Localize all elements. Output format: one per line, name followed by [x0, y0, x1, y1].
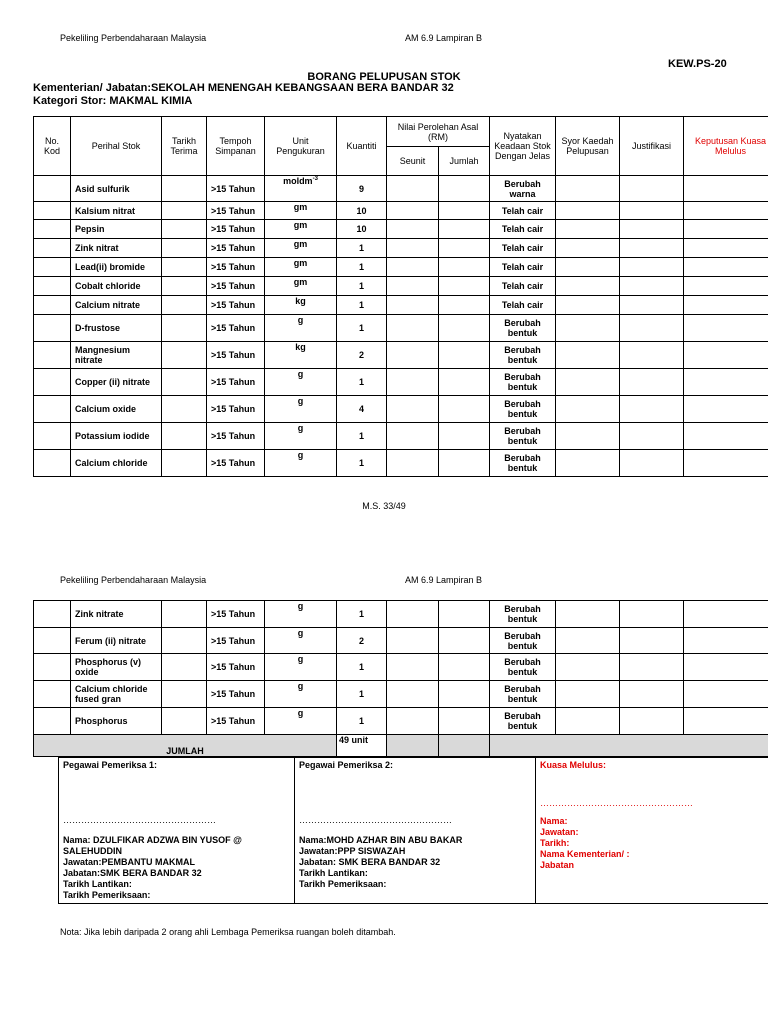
row-code	[34, 202, 71, 220]
col-seunit: Seunit	[387, 147, 439, 176]
row-quantity: 2	[337, 628, 387, 654]
authority-department: Jabatan	[540, 860, 575, 870]
row-code	[34, 628, 71, 654]
row-unit-price	[387, 654, 439, 681]
table-row	[34, 202, 768, 220]
row-condition: Telah cair	[490, 220, 556, 239]
row-condition: Berubah bentuk	[490, 315, 556, 342]
row-decision	[684, 315, 768, 342]
row-quantity: 1	[337, 681, 387, 708]
row-item: Lead(ii) bromide	[71, 258, 162, 277]
row-received-date	[162, 202, 207, 220]
row-condition: Berubah bentuk	[490, 708, 556, 735]
row-code	[34, 654, 71, 681]
row-disposal-method	[556, 654, 620, 681]
authority-position: Jawatan:	[540, 827, 579, 837]
row-code	[34, 296, 71, 315]
row-quantity: 1	[337, 708, 387, 735]
row-total-price	[439, 239, 490, 258]
row-condition: Berubah bentuk	[490, 654, 556, 681]
row-received-date	[162, 258, 207, 277]
row-unit-price	[387, 628, 439, 654]
row-unit-price	[387, 202, 439, 220]
row-total-price	[439, 220, 490, 239]
row-tempoh: >15 Tahun	[207, 396, 265, 423]
row-tempoh: >15 Tahun	[207, 220, 265, 239]
examiner-1-position: Jawatan:PEMBANTU MAKMAL	[63, 857, 196, 867]
row-disposal-method	[556, 176, 620, 202]
unit-superscript: -3	[312, 176, 318, 182]
row-code	[34, 258, 71, 277]
row-unit-price	[387, 450, 439, 477]
row-disposal-method	[556, 342, 620, 369]
row-justification	[620, 277, 684, 296]
table-row	[34, 296, 768, 315]
row-code	[34, 239, 71, 258]
row-condition: Berubah bentuk	[490, 369, 556, 396]
row-unit-price	[387, 681, 439, 708]
table-row	[34, 239, 768, 258]
row-unit-price	[387, 369, 439, 396]
row-justification	[620, 450, 684, 477]
row-unit: kg	[265, 296, 337, 315]
page1-header-mid: AM 6.9 Lampiran B	[405, 33, 483, 43]
row-decision	[684, 342, 768, 369]
row-unit: gm	[265, 277, 337, 296]
form-code: KEW.PS-20	[668, 58, 727, 70]
row-justification	[620, 708, 684, 735]
table-row	[34, 220, 768, 239]
row-total-price	[439, 601, 490, 628]
row-unit: g	[265, 601, 337, 628]
ministry-line: Kementerian/ Jabatan:SEKOLAH MENENGAH KEBANGSAAN BERA BANDAR 32	[33, 82, 454, 94]
row-condition: Berubah bentuk	[490, 396, 556, 423]
row-item: Pepsin	[71, 220, 162, 239]
row-tempoh: >15 Tahun	[207, 681, 265, 708]
row-received-date	[162, 396, 207, 423]
row-item: Mangnesium nitrate	[71, 342, 162, 369]
examiner-1-inspection-date: Tarikh Pemeriksaan:	[63, 890, 151, 900]
signature-block	[58, 757, 768, 904]
row-justification	[620, 176, 684, 202]
row-decision	[684, 396, 768, 423]
row-condition: Berubah bentuk	[490, 601, 556, 628]
table-row	[34, 396, 768, 423]
row-quantity: 1	[337, 601, 387, 628]
table-row	[34, 277, 768, 296]
row-unit: g	[265, 628, 337, 654]
row-unit-price	[387, 601, 439, 628]
row-received-date	[162, 342, 207, 369]
row-code	[34, 450, 71, 477]
row-received-date	[162, 654, 207, 681]
page-number: M.S. 33/49	[362, 501, 406, 511]
row-quantity: 4	[337, 396, 387, 423]
row-item: D-frustose	[71, 315, 162, 342]
row-disposal-method	[556, 239, 620, 258]
row-quantity: 1	[337, 296, 387, 315]
authority-date: Tarikh:	[540, 838, 570, 848]
row-condition: Telah cair	[490, 277, 556, 296]
row-total-price	[439, 202, 490, 220]
row-total-price	[439, 654, 490, 681]
row-disposal-method	[556, 601, 620, 628]
row-quantity: 1	[337, 315, 387, 342]
row-condition: Berubah bentuk	[490, 342, 556, 369]
row-decision	[684, 220, 768, 239]
examiner-2-position: Jawatan:PPP SISWAZAH	[299, 846, 406, 856]
table-row	[34, 628, 768, 654]
row-code	[34, 369, 71, 396]
row-total-price	[439, 369, 490, 396]
row-unit-price	[387, 220, 439, 239]
row-unit-price	[387, 176, 439, 202]
row-item: Calcium chloride	[71, 450, 162, 477]
row-unit-price	[387, 277, 439, 296]
examiner-1-appointment-date: Tarikh Lantikan:	[63, 879, 132, 889]
total-row	[34, 735, 768, 757]
row-decision	[684, 277, 768, 296]
row-justification	[620, 601, 684, 628]
row-tempoh: >15 Tahun	[207, 708, 265, 735]
row-code	[34, 315, 71, 342]
row-justification	[620, 423, 684, 450]
row-received-date	[162, 239, 207, 258]
page2-header-left: Pekeliling Perbendaharaan Malaysia	[60, 575, 207, 585]
row-tempoh: >15 Tahun	[207, 628, 265, 654]
row-tempoh: >15 Tahun	[207, 277, 265, 296]
row-total-price	[439, 258, 490, 277]
row-justification	[620, 628, 684, 654]
total-value: 49 unit	[337, 735, 387, 757]
row-unit-price	[387, 239, 439, 258]
row-decision	[684, 296, 768, 315]
row-quantity: 1	[337, 239, 387, 258]
row-received-date	[162, 628, 207, 654]
row-total-price	[439, 296, 490, 315]
row-total-price	[439, 708, 490, 735]
row-total-price	[439, 628, 490, 654]
row-received-date	[162, 681, 207, 708]
row-decision	[684, 258, 768, 277]
row-disposal-method	[556, 708, 620, 735]
row-justification	[620, 681, 684, 708]
row-decision	[684, 202, 768, 220]
row-disposal-method	[556, 681, 620, 708]
row-unit-price	[387, 342, 439, 369]
row-condition: Berubah bentuk	[490, 628, 556, 654]
row-decision	[684, 423, 768, 450]
row-received-date	[162, 423, 207, 450]
row-disposal-method	[556, 423, 620, 450]
col-no: No. Kod	[34, 117, 71, 176]
row-unit: g	[265, 654, 337, 681]
table-row	[34, 176, 768, 202]
authority-heading: Kuasa Melulus:	[540, 760, 607, 770]
row-received-date	[162, 220, 207, 239]
row-quantity: 1	[337, 654, 387, 681]
row-unit-price	[387, 296, 439, 315]
row-decision	[684, 654, 768, 681]
examiner-2-inspection-date: Tarikh Pemeriksaan:	[299, 879, 387, 889]
col-tarikh: Tarikh Terima	[162, 117, 207, 176]
row-tempoh: >15 Tahun	[207, 450, 265, 477]
row-total-price	[439, 277, 490, 296]
footnote: Nota: Jika lebih daripada 2 orang ahli Lembaga Pemeriksa ruangan boleh ditambah.	[60, 927, 396, 937]
row-total-price	[439, 681, 490, 708]
row-decision	[684, 681, 768, 708]
row-code	[34, 423, 71, 450]
row-code	[34, 342, 71, 369]
row-total-price	[439, 423, 490, 450]
col-keputusan: Keputusan Kuasa Melulus	[684, 117, 768, 176]
row-tempoh: >15 Tahun	[207, 369, 265, 396]
table-row	[34, 681, 768, 708]
row-tempoh: >15 Tahun	[207, 296, 265, 315]
table-row	[34, 342, 768, 369]
row-justification	[620, 202, 684, 220]
authority-ministry: Nama Kementerian/ :	[540, 849, 630, 859]
row-tempoh: >15 Tahun	[207, 601, 265, 628]
row-item: Copper (ii) nitrate	[71, 369, 162, 396]
row-justification	[620, 315, 684, 342]
row-code	[34, 681, 71, 708]
row-unit-price	[387, 315, 439, 342]
row-disposal-method	[556, 202, 620, 220]
examiner-2-signature-line: ……………………………………………	[299, 815, 452, 825]
row-total-price	[439, 396, 490, 423]
row-unit-price	[387, 708, 439, 735]
row-unit: moldm$^{-3}$	[265, 176, 337, 202]
row-unit: gm	[265, 239, 337, 258]
row-item: Potassium iodide	[71, 423, 162, 450]
row-disposal-method	[556, 220, 620, 239]
col-perihal: Perihal Stok	[71, 117, 162, 176]
row-unit: gm	[265, 220, 337, 239]
row-condition: Telah cair	[490, 202, 556, 220]
table-row	[34, 369, 768, 396]
row-disposal-method	[556, 315, 620, 342]
row-item: Asid sulfurik	[71, 176, 162, 202]
col-nilai: Nilai Perolehan Asal (RM)	[387, 117, 490, 147]
row-quantity: 1	[337, 369, 387, 396]
row-tempoh: >15 Tahun	[207, 176, 265, 202]
row-code	[34, 708, 71, 735]
row-disposal-method	[556, 450, 620, 477]
row-code	[34, 396, 71, 423]
row-quantity: 10	[337, 202, 387, 220]
row-tempoh: >15 Tahun	[207, 315, 265, 342]
row-item: Zink nitrate	[71, 601, 162, 628]
row-item: Calcium nitrate	[71, 296, 162, 315]
stock-table-page2	[33, 600, 768, 757]
row-tempoh: >15 Tahun	[207, 239, 265, 258]
row-quantity: 1	[337, 277, 387, 296]
examiner-1	[59, 758, 295, 904]
col-unit: Unit Pengukuran	[265, 117, 337, 176]
examiner-2-name: Nama:MOHD AZHAR BIN ABU BAKAR	[299, 835, 463, 845]
row-unit: gm	[265, 258, 337, 277]
row-condition: Berubah warna	[490, 176, 556, 202]
page1-header-left: Pekeliling Perbendaharaan Malaysia	[60, 33, 207, 43]
examiner-2-department: Jabatan: SMK BERA BANDAR 32	[299, 857, 441, 867]
table-row	[34, 601, 768, 628]
row-total-price	[439, 176, 490, 202]
row-code	[34, 601, 71, 628]
table-row	[34, 654, 768, 681]
row-quantity: 10	[337, 220, 387, 239]
row-code	[34, 176, 71, 202]
col-kuantiti: Kuantiti	[337, 117, 387, 176]
row-justification	[620, 239, 684, 258]
row-item: Kalsium nitrat	[71, 202, 162, 220]
table-row	[34, 423, 768, 450]
stock-table-page1	[33, 116, 768, 477]
row-decision	[684, 176, 768, 202]
category-line: Kategori Stor: MAKMAL KIMIA	[33, 95, 193, 107]
row-condition: Berubah bentuk	[490, 681, 556, 708]
row-received-date	[162, 315, 207, 342]
row-unit-price	[387, 423, 439, 450]
row-quantity: 1	[337, 450, 387, 477]
row-item: Phosphorus	[71, 708, 162, 735]
row-item: Calcium oxide	[71, 396, 162, 423]
row-item: Zink nitrat	[71, 239, 162, 258]
col-jumlah: Jumlah	[439, 147, 490, 176]
row-unit: g	[265, 423, 337, 450]
table-row	[34, 315, 768, 342]
row-disposal-method	[556, 296, 620, 315]
row-quantity: 1	[337, 423, 387, 450]
row-unit: g	[265, 369, 337, 396]
row-tempoh: >15 Tahun	[207, 423, 265, 450]
col-keadaan: Nyatakan Keadaan Stok Dengan Jelas	[490, 117, 556, 176]
form-title: BORANG PELUPUSAN STOK	[307, 71, 461, 83]
row-unit: g	[265, 315, 337, 342]
row-unit-price	[387, 396, 439, 423]
table-row	[34, 450, 768, 477]
row-decision	[684, 239, 768, 258]
row-unit: g	[265, 450, 337, 477]
authority-signature-line: ……………………………………………	[540, 798, 693, 808]
row-justification	[620, 369, 684, 396]
approving-authority	[536, 758, 768, 904]
total-label: JUMLAH	[34, 735, 337, 757]
row-total-price	[439, 342, 490, 369]
row-quantity: 2	[337, 342, 387, 369]
row-decision	[684, 601, 768, 628]
row-received-date	[162, 708, 207, 735]
row-tempoh: >15 Tahun	[207, 654, 265, 681]
table-row	[34, 258, 768, 277]
col-justifikasi: Justifikasi	[620, 117, 684, 176]
row-disposal-method	[556, 258, 620, 277]
examiner-2-appointment-date: Tarikh Lantikan:	[299, 868, 368, 878]
row-unit-price	[387, 258, 439, 277]
row-decision	[684, 708, 768, 735]
table-row	[34, 708, 768, 735]
row-justification	[620, 220, 684, 239]
row-justification	[620, 296, 684, 315]
row-unit: g	[265, 708, 337, 735]
row-condition: Berubah bentuk	[490, 423, 556, 450]
row-item: Phosphorus (v) oxide	[71, 654, 162, 681]
row-justification	[620, 258, 684, 277]
row-decision	[684, 450, 768, 477]
examiner-1-name: Nama: DZULFIKAR ADZWA BIN YUSOF @ SALEHUDDIN	[63, 835, 242, 856]
row-tempoh: >15 Tahun	[207, 258, 265, 277]
col-tempoh: Tempoh Simpanan	[207, 117, 265, 176]
page2-header-mid: AM 6.9 Lampiran B	[405, 575, 483, 585]
row-unit: g	[265, 681, 337, 708]
row-condition: Telah cair	[490, 258, 556, 277]
examiner-2	[295, 758, 536, 904]
row-disposal-method	[556, 369, 620, 396]
row-item: Calcium chloride fused gran	[71, 681, 162, 708]
row-received-date	[162, 296, 207, 315]
row-code	[34, 277, 71, 296]
row-tempoh: >15 Tahun	[207, 342, 265, 369]
row-disposal-method	[556, 628, 620, 654]
row-item: Ferum (ii) nitrate	[71, 628, 162, 654]
examiner-1-department: Jabatan:SMK BERA BANDAR 32	[63, 868, 202, 878]
row-quantity: 9	[337, 176, 387, 202]
col-syor: Syor Kaedah Pelupusan	[556, 117, 620, 176]
examiner-1-heading: Pegawai Pemeriksa 1:	[63, 760, 158, 770]
row-tempoh: >15 Tahun	[207, 202, 265, 220]
row-unit: kg	[265, 342, 337, 369]
row-total-price	[439, 450, 490, 477]
row-item: Cobalt chloride	[71, 277, 162, 296]
row-received-date	[162, 601, 207, 628]
authority-name: Nama:	[540, 816, 568, 826]
row-decision	[684, 369, 768, 396]
row-received-date	[162, 450, 207, 477]
row-decision	[684, 628, 768, 654]
row-condition: Telah cair	[490, 296, 556, 315]
row-quantity: 1	[337, 258, 387, 277]
row-justification	[620, 342, 684, 369]
row-code	[34, 220, 71, 239]
row-condition: Berubah bentuk	[490, 450, 556, 477]
row-received-date	[162, 369, 207, 396]
row-justification	[620, 396, 684, 423]
row-justification	[620, 654, 684, 681]
examiner-2-heading: Pegawai Pemeriksa 2:	[299, 760, 394, 770]
row-total-price	[439, 315, 490, 342]
row-unit: gm	[265, 202, 337, 220]
row-received-date	[162, 277, 207, 296]
examiner-1-signature-line: ……………………………………………	[63, 815, 216, 825]
row-disposal-method	[556, 396, 620, 423]
row-unit: g	[265, 396, 337, 423]
row-received-date	[162, 176, 207, 202]
row-condition: Telah cair	[490, 239, 556, 258]
row-disposal-method	[556, 277, 620, 296]
